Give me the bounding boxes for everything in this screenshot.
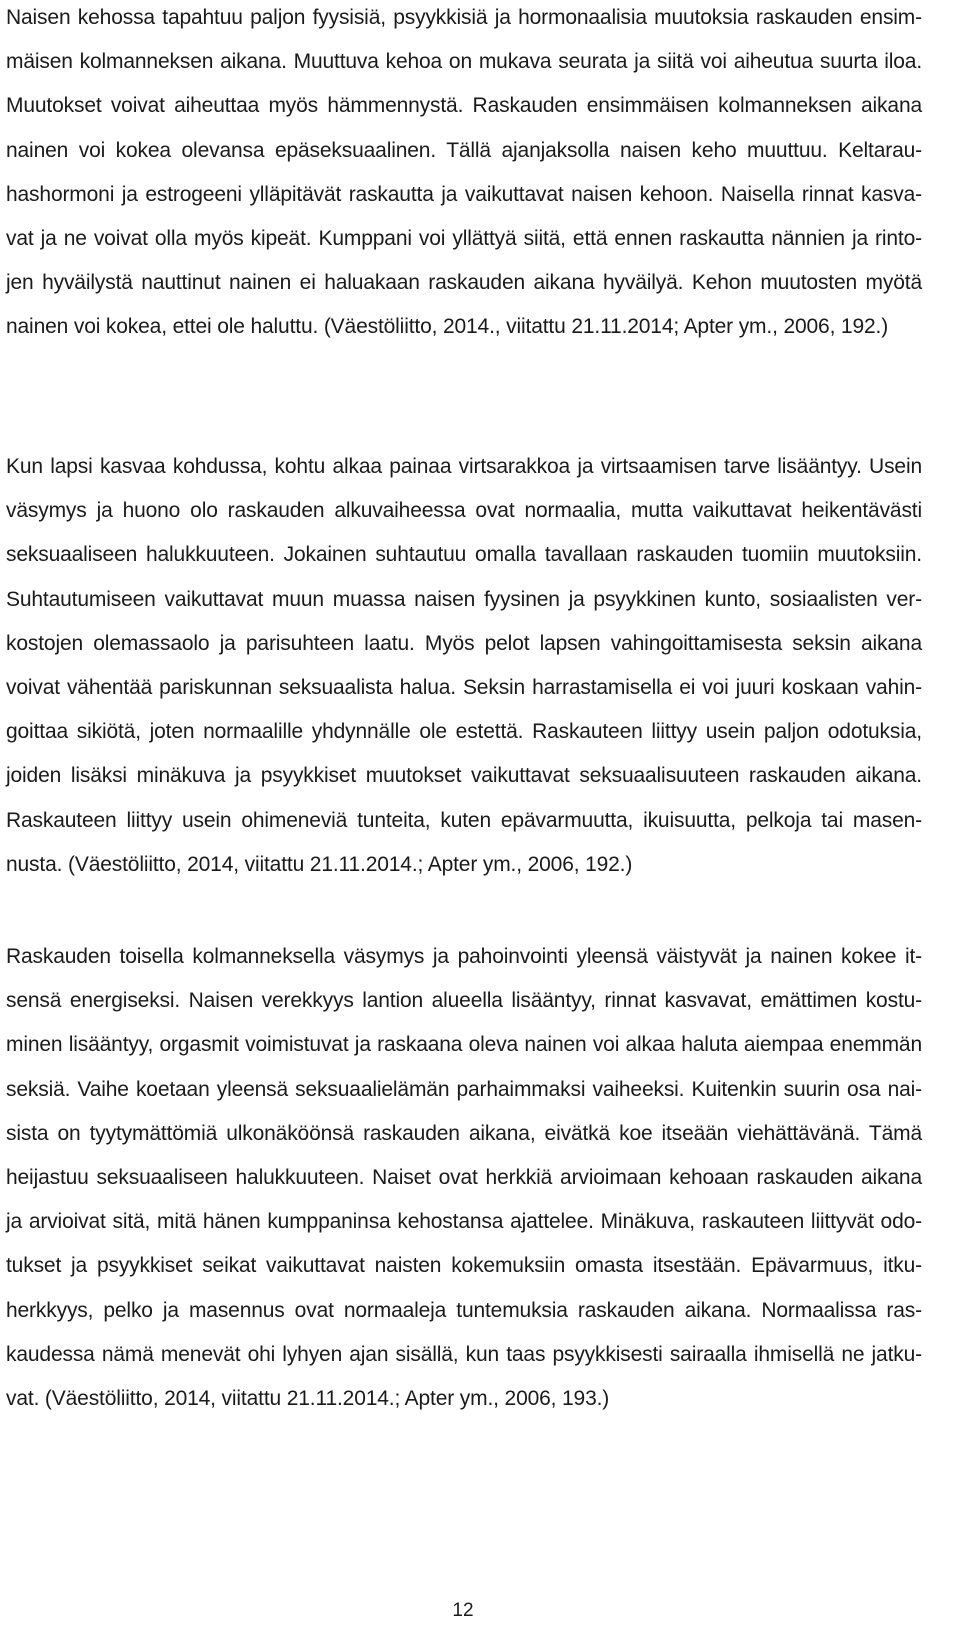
text-line: Raskauteen liittyy usein ohimeneviä tunteita, kuten epävarmuutta, ikuisuutta, pelkoja tai masen- [6, 808, 922, 832]
text-line: minen lisääntyy, orgasmit voimistuvat ja raskaana oleva nainen voi alkaa haluta aiempaa enemmän [6, 1033, 922, 1057]
text-line: nusta. (Väestöliitto, 2014, viitattu 21.11.2014.; Apter ym., 2006, 192.) [6, 852, 633, 876]
text-line: goittaa sikiötä, joten normaalille yhdynnälle ole estettä. Raskauteen liittyy usein paljon odotuksia, [6, 720, 922, 744]
text-line: hashormoni ja estrogeeni ylläpitävät raskautta ja vaikuttavat naisen kehoon. Naisella rinnat kasva- [6, 182, 922, 206]
text-line: joiden lisäksi minäkuva ja psyykkiset muutokset vaikuttavat seksuaalisuuteen raskauden aikana. [6, 764, 922, 788]
text-line: ja arvioivat sitä, mitä hänen kumppaninsa kehostansa ajattelee. Minäkuva, raskauteen liittyvät odo- [6, 1210, 922, 1234]
text-line: vat. (Väestöliitto, 2014, viitattu 21.11.2014.; Apter ym., 2006, 193.) [6, 1387, 610, 1411]
text-line: nainen voi kokea olevansa epäseksuaalinen. Tällä ajanjaksolla naisen keho muuttuu. Keltarau- [6, 138, 922, 162]
text-line: Suhtautumiseen vaikuttavat muun muassa naisen fyysinen ja psyykkinen kunto, sosiaalisten ver- [6, 587, 922, 611]
text-line: tukset ja psyykkiset seikat vaikuttavat naisten kokemuksiin omasta itsestään. Epävarmuus, itku- [6, 1254, 922, 1278]
paragraph-second-trimester [6, 935, 922, 1421]
text-line: heijastuu seksuaaliseen halukkuuteen. Naiset ovat herkkiä arvioimaan kehoaan raskauden aikana [6, 1166, 922, 1190]
text-line: kaudessa nämä menevät ohi lyhyen ajan sisällä, kun taas psyykkisesti sairaalla ihmisellä ne jatku- [6, 1342, 922, 1366]
paragraph-bladder-and-fatigue [6, 445, 922, 887]
text-line: sista on tyytymättömiä ulkonäköönsä raskauden aikana, eivätkä koe itseään viehättävänä. Tämä [6, 1121, 922, 1145]
text-line: nainen voi kokea, ettei ole haluttu. (Väestöliitto, 2014., viitattu 21.11.2014; Apter ym., 2006, 192.) [6, 315, 889, 339]
text-line: vat ja ne voivat olla myös kipeät. Kumppani voi yllättyä siitä, että ennen raskautta nännien ja rinto- [6, 227, 922, 251]
text-line: seksuaaliseen halukkuuteen. Jokainen suhtautuu omalla tavallaan raskauden tuomiin muutoksiin. [6, 543, 922, 567]
page-number: 12 [452, 1600, 474, 1621]
text-line: jen hyväilystä nauttinut nainen ei haluakaan raskauden aikana hyväilyä. Kehon muutosten myötä [6, 271, 922, 295]
text-line: kostojen olemassaolo ja parisuhteen laatu. Myös pelot lapsen vahingoittamisesta seksin aikana [6, 631, 922, 655]
text-line: Naisen kehossa tapahtuu paljon fyysisiä, psyykkisiä ja hormonaalisia muutoksia raskauden ensim- [6, 6, 922, 29]
text-line: Kun lapsi kasvaa kohdussa, kohtu alkaa painaa virtsarakkoa ja virtsaamisen tarve lisääntyy. Usein [6, 455, 922, 478]
text-line: Muutokset voivat aiheuttaa myös hämmennystä. Raskauden ensimmäisen kolmanneksen aikana [6, 94, 922, 118]
text-line: väsymys ja huono olo raskauden alkuvaiheessa ovat normaalia, mutta vaikuttavat heikentävästi [6, 499, 922, 523]
text-line: Raskauden toisella kolmanneksella väsymys ja pahoinvointi yleensä väistyvät ja nainen kokee it- [6, 945, 922, 968]
text-line: seksiä. Vaihe koetaan yleensä seksuaalielämän parhaimmaksi vaiheeksi. Kuitenkin suurin osa nai- [6, 1077, 922, 1101]
paragraph-first-trimester [6, 0, 922, 350]
text-line: herkkyys, pelko ja masennus ovat normaaleja tuntemuksia raskauden aikana. Normaalissa ras- [6, 1298, 922, 1322]
text-line: mäisen kolmanneksen aikana. Muuttuva kehoa on mukava seurata ja siitä voi aiheutua suurta iloa. [6, 50, 922, 74]
text-line: voivat vähentää pariskunnan seksuaalista halua. Seksin harrastamisella ei voi juuri koskaan vahin- [6, 676, 922, 700]
text-line: sensä energiseksi. Naisen verekkyys lantion alueella lisääntyy, rinnat kasvavat, emättimen kostu- [6, 989, 922, 1013]
